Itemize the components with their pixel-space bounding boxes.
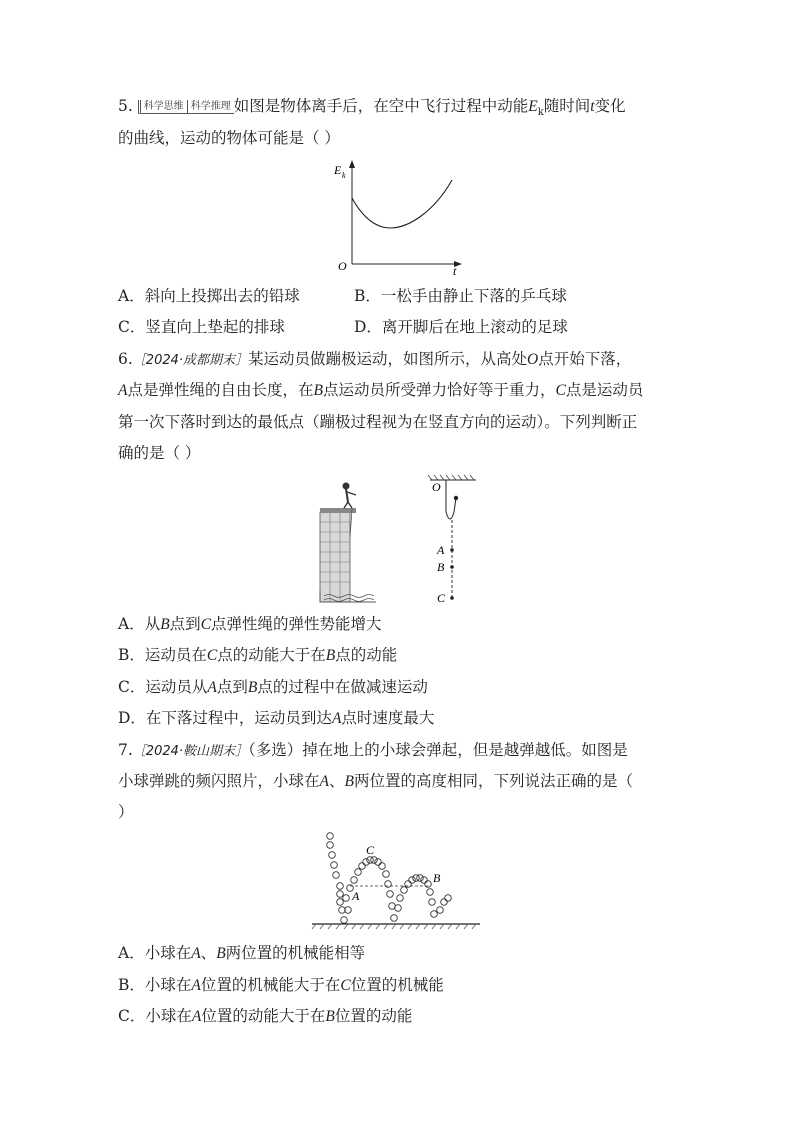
q7-option-c-part-2: 位置的动能大于在	[201, 1007, 326, 1025]
q6-option-b-point-c: C	[206, 647, 218, 664]
q6-option-c-part-3: 点的过程中在做减速运动	[257, 678, 428, 696]
q6-option-a-point-c: C	[200, 616, 212, 633]
q6-number: 6.	[118, 350, 133, 368]
q5-graph-y-label-sub: k	[342, 171, 346, 180]
q7-option-c-part-1: C．小球在	[118, 1007, 192, 1025]
q6-point-c: C	[555, 382, 566, 399]
q7-option-c-point-a: A	[191, 1008, 202, 1025]
q7-option-b-part-1: B．小球在	[118, 976, 192, 994]
q6-option-b-part-1: B．运动员在	[118, 646, 207, 664]
q6-line-2	[118, 380, 643, 401]
q5-graph-origin-label: O	[338, 259, 347, 273]
q5-t-symbol: t	[590, 98, 595, 115]
q7-stem-part-1: （多选）掉在地上的小球会弹起，但是越弹越低。如图是	[248, 741, 628, 759]
q5-ek-subscript: k	[537, 107, 544, 119]
q7-option-b-part-2: 位置的机械能大于在	[200, 976, 341, 994]
q7-option-c-point-b: B	[325, 1008, 335, 1025]
q7-number: 7.	[118, 741, 133, 759]
q6-option-c-part-1: C．运动员从	[118, 678, 208, 696]
q7-option-c-part-3: 位置的动能	[334, 1007, 413, 1025]
q5-line-2: 的曲线，运动的物体可能是（ ）	[118, 129, 340, 147]
q7-option-a-part-1: A．小球在	[118, 944, 192, 962]
q7-option-b-point-a: A	[191, 977, 201, 994]
q6-bungee-jumper-illustration	[316, 478, 382, 606]
q5-ek-time-graph	[330, 158, 470, 278]
q5-graph-y-label: E	[334, 163, 342, 177]
q6-option-a	[118, 614, 382, 635]
q6-option-c-part-2: 点到	[216, 678, 248, 696]
q7-point-a: A	[319, 773, 329, 790]
q6-option-d	[118, 708, 434, 729]
q5-stem-part-2: 随时间	[543, 97, 591, 115]
q7-option-a-part-2: 两位置的机械能相等	[225, 944, 366, 962]
q5-option-d: D．离开脚后在地上滚动的足球	[354, 318, 568, 336]
q6-option-b-part-2: 点的动能大于在	[217, 646, 326, 664]
q6-option-c-point-a: A	[207, 679, 217, 696]
q6-stem-part-2: 点开始下落，	[538, 350, 632, 368]
q6-option-b-point-b: B	[325, 647, 336, 664]
q7-stem-separator: 、	[328, 772, 345, 790]
q5-tag-scientific-thinking: 科学思维	[138, 100, 187, 114]
q5-number: 5.	[118, 97, 133, 115]
q6-diagram-label-a: A	[437, 543, 445, 557]
q6-option-a-part-3: 点弹性绳的弹性势能增大	[211, 615, 382, 633]
q6-option-c	[118, 677, 428, 698]
q7-figure-label-b: B	[433, 871, 441, 885]
q5-graph-x-label: t	[453, 264, 457, 278]
q6-stem-part-1: 某运动员做蹦极运动，如图所示，从高处	[248, 350, 528, 368]
q5-option-c: C．竖直向上垫起的排球	[118, 318, 285, 336]
q6-point-o: O	[527, 351, 539, 368]
q6-option-b-part-3: 点的动能	[335, 646, 398, 664]
q7-option-a-point-b: B	[216, 945, 226, 962]
q7-option-a-separator: 、	[200, 944, 217, 962]
q6-point-b: B	[313, 382, 323, 399]
q6-line-1	[118, 349, 631, 371]
q6-diagram-label-o: O	[432, 480, 441, 494]
q7-source: ［2024·鞍山期末］	[132, 744, 249, 759]
q6-option-a-part-2: 点到	[169, 615, 201, 633]
q6-option-d-part-1: D．在下落过程中，运动员到达	[118, 709, 332, 727]
q7-option-a	[118, 943, 365, 964]
q6-option-b	[118, 645, 397, 666]
q7-line-3: ）	[118, 803, 134, 821]
q7-option-a-point-a: A	[191, 945, 201, 962]
q7-option-b-point-c: C	[340, 977, 351, 994]
q7-option-b-part-3: 位置的机械能	[350, 976, 444, 994]
q5-option-b: B．一松手由静止下落的乒乓球	[354, 287, 567, 305]
q6-point-a: A	[118, 382, 128, 399]
q6-option-a-point-b: B	[160, 616, 170, 633]
q6-line-4: 确的是（ ）	[118, 444, 201, 462]
q5-graph-y-arrow	[349, 160, 355, 168]
q6-rope-diagram	[424, 474, 484, 604]
q6-option-d-point-a: A	[331, 710, 342, 727]
q6-option-a-part-1: A．从	[118, 615, 161, 633]
q6-stem-part-3: 点是弹性绳的自由长度，在	[127, 381, 314, 399]
q6-option-d-part-2: 点时速度最大	[341, 709, 435, 727]
q5-option-a: A．斜向上投掷出去的铅球	[118, 287, 300, 305]
q5-line-1	[118, 96, 626, 123]
q6-line-3: 第一次下落时到达的最低点（蹦极过程视为在竖直方向的运动）。下列判断正	[118, 413, 638, 431]
q7-option-c	[118, 1006, 412, 1027]
q7-bouncing-ball-figure	[308, 830, 488, 930]
q6-diagram-label-c: C	[437, 591, 446, 605]
q5-ek-symbol: E	[528, 98, 538, 115]
q7-option-b	[118, 975, 444, 996]
q5-stem-part-3: 变化	[594, 97, 626, 115]
q6-diagram-label-b: B	[437, 560, 445, 574]
q6-stem-part-4: 点运动员所受弹力恰好等于重力，	[322, 381, 556, 399]
q6-source: ［2024·成都期末］	[132, 353, 249, 368]
q6-stem-part-5: 点是运动员	[565, 381, 644, 399]
q7-stem-part-2: 小球弹跳的频闪照片，小球在	[118, 772, 320, 790]
q7-line-1	[118, 740, 628, 762]
q7-figure-label-c: C	[366, 843, 375, 857]
q5-tag-scientific-reasoning: 科学推理	[187, 100, 234, 114]
q7-figure-label-a: A	[352, 889, 360, 903]
q7-point-b: B	[344, 773, 354, 790]
q7-line-2	[118, 771, 633, 792]
q7-stem-part-3: 两位置的高度相同，下列说法正确的是（	[353, 772, 633, 790]
q5-graph-curve	[352, 180, 452, 228]
q5-stem-part-1: 如图是物体离手后，在空中飞行过程中动能	[233, 97, 529, 115]
q6-option-c-point-b: B	[247, 679, 258, 696]
